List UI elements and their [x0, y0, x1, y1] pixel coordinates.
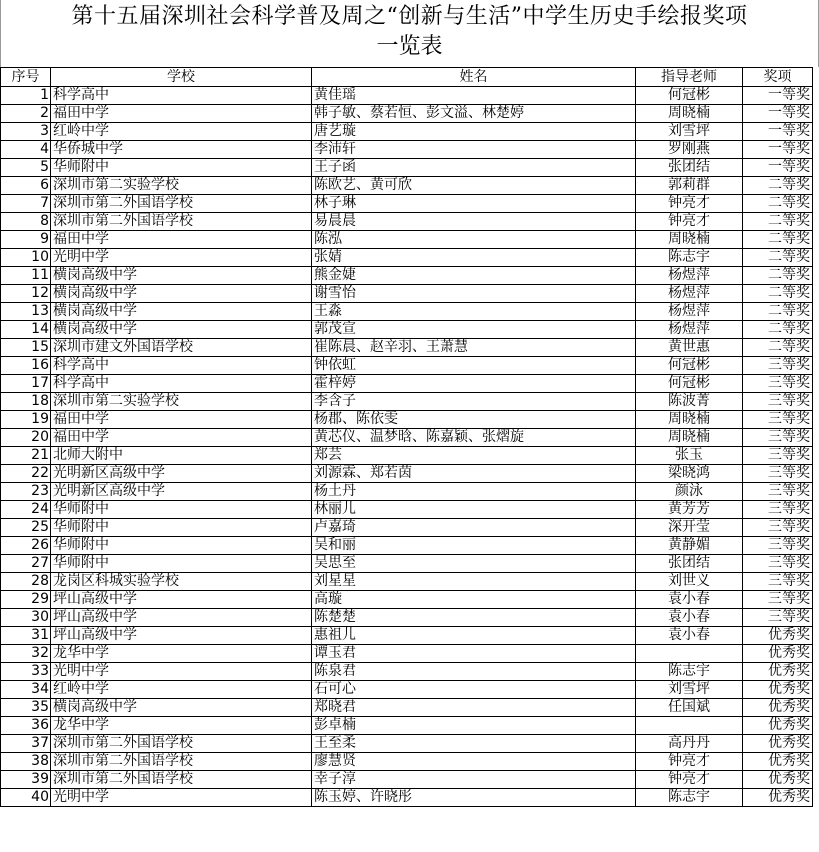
cell-number: 29: [1, 591, 51, 609]
cell-name: 高璇: [312, 591, 636, 609]
cell-name: 林丽儿: [312, 501, 636, 519]
cell-number: 13: [1, 303, 51, 321]
table-row: [1, 519, 813, 537]
cell-teacher: 周晓楠: [636, 105, 743, 123]
cell-name: 吴思至: [312, 555, 636, 573]
cell-award: 二等奖: [743, 285, 813, 303]
cell-school: 福田中学: [51, 231, 312, 249]
cell-award: 三等奖: [743, 357, 813, 375]
page-title-line-1: 第十五届深圳社会科学普及周之“创新与生活”中学生历史手绘报奖项: [71, 4, 748, 29]
table-row: [1, 609, 813, 627]
cell-number: 24: [1, 501, 51, 519]
cell-name: 卢嘉琦: [312, 519, 636, 537]
cell-number: 5: [1, 159, 51, 177]
cell-school: 科学高中: [51, 87, 312, 105]
cell-award: 二等奖: [743, 177, 813, 195]
cell-award: 二等奖: [743, 231, 813, 249]
header-name: 姓名: [312, 68, 636, 87]
cell-number: 12: [1, 285, 51, 303]
cell-school: 深圳市第二外国语学校: [51, 735, 312, 753]
cell-name: 郑晓君: [312, 699, 636, 717]
cell-award: 三等奖: [743, 465, 813, 483]
cell-teacher: 罗刚燕: [636, 141, 743, 159]
cell-teacher: 任国斌: [636, 699, 743, 717]
cell-school: 横岗高级中学: [51, 267, 312, 285]
cell-name: 吴和丽: [312, 537, 636, 555]
cell-number: 39: [1, 771, 51, 789]
table-row: [1, 393, 813, 411]
table-row: [1, 789, 813, 807]
cell-award: 二等奖: [743, 213, 813, 231]
cell-award: 一等奖: [743, 105, 813, 123]
cell-teacher: 杨煜萍: [636, 303, 743, 321]
title-block: [0, 0, 819, 67]
cell-teacher: 陈志宇: [636, 789, 743, 807]
cell-award: 优秀奖: [743, 753, 813, 771]
cell-school: 红岭中学: [51, 123, 312, 141]
cell-school: 光明中学: [51, 249, 312, 267]
cell-number: 10: [1, 249, 51, 267]
cell-name: 王至柔: [312, 735, 636, 753]
cell-award: 二等奖: [743, 195, 813, 213]
cell-number: 17: [1, 375, 51, 393]
cell-name: 李含子: [312, 393, 636, 411]
cell-school: 深圳市建文外国语学校: [51, 339, 312, 357]
cell-teacher: 黄芳芳: [636, 501, 743, 519]
cell-name: 王子函: [312, 159, 636, 177]
header-teacher: 指导老师: [636, 68, 743, 87]
cell-award: 一等奖: [743, 87, 813, 105]
cell-number: 7: [1, 195, 51, 213]
cell-award: 三等奖: [743, 555, 813, 573]
cell-teacher: 杨煜萍: [636, 267, 743, 285]
cell-school: 科学高中: [51, 375, 312, 393]
cell-award: 三等奖: [743, 429, 813, 447]
table-row: [1, 537, 813, 555]
cell-name: 韩子敏、蔡若恒、彭文溢、林楚婷: [312, 105, 636, 123]
table-row: [1, 465, 813, 483]
cell-award: 优秀奖: [743, 699, 813, 717]
cell-teacher: 颜泳: [636, 483, 743, 501]
cell-school: 华师附中: [51, 537, 312, 555]
table-row: [1, 285, 813, 303]
table-row: [1, 177, 813, 195]
table-row: [1, 213, 813, 231]
awards-table: [0, 67, 813, 807]
table-row: [1, 339, 813, 357]
table-row: [1, 267, 813, 285]
cell-school: 华侨城中学: [51, 141, 312, 159]
cell-school: 横岗高级中学: [51, 321, 312, 339]
cell-teacher: 袁小春: [636, 591, 743, 609]
cell-teacher: 周晓楠: [636, 231, 743, 249]
table-row: [1, 411, 813, 429]
cell-school: 深圳市第二实验学校: [51, 393, 312, 411]
cell-teacher: 黄世惠: [636, 339, 743, 357]
cell-award: 三等奖: [743, 501, 813, 519]
cell-school: 华师附中: [51, 555, 312, 573]
cell-award: 二等奖: [743, 303, 813, 321]
cell-award: 优秀奖: [743, 789, 813, 807]
table-row: [1, 555, 813, 573]
cell-award: 三等奖: [743, 483, 813, 501]
cell-award: 优秀奖: [743, 735, 813, 753]
cell-name: 李沛轩: [312, 141, 636, 159]
cell-number: 18: [1, 393, 51, 411]
table-row: [1, 753, 813, 771]
cell-school: 华师附中: [51, 159, 312, 177]
table-row: [1, 627, 813, 645]
cell-school: 光明新区高级中学: [51, 465, 312, 483]
cell-award: 优秀奖: [743, 717, 813, 735]
table-row: [1, 375, 813, 393]
cell-teacher: 钟亮才: [636, 753, 743, 771]
cell-award: 优秀奖: [743, 645, 813, 663]
cell-name: 黄佳瑶: [312, 87, 636, 105]
cell-school: 龙华中学: [51, 645, 312, 663]
cell-teacher: [636, 717, 743, 735]
cell-name: 杨土丹: [312, 483, 636, 501]
table-row: [1, 591, 813, 609]
cell-name: 霍梓婷: [312, 375, 636, 393]
cell-name: 陈玉婷、许晓彤: [312, 789, 636, 807]
cell-name: 陈楚楚: [312, 609, 636, 627]
cell-award: 二等奖: [743, 321, 813, 339]
cell-school: 华师附中: [51, 519, 312, 537]
cell-teacher: 何冠彬: [636, 87, 743, 105]
cell-name: 刘星星: [312, 573, 636, 591]
cell-name: 易晨晨: [312, 213, 636, 231]
cell-teacher: 张团结: [636, 159, 743, 177]
cell-teacher: 黄静媚: [636, 537, 743, 555]
cell-teacher: 袁小春: [636, 627, 743, 645]
header-school: 学校: [51, 68, 312, 87]
cell-school: 坪山高级中学: [51, 609, 312, 627]
cell-award: 三等奖: [743, 411, 813, 429]
cell-number: 34: [1, 681, 51, 699]
cell-number: 28: [1, 573, 51, 591]
cell-number: 40: [1, 789, 51, 807]
cell-number: 16: [1, 357, 51, 375]
table-row: [1, 483, 813, 501]
cell-number: 19: [1, 411, 51, 429]
cell-name: 谢雪怡: [312, 285, 636, 303]
cell-number: 11: [1, 267, 51, 285]
table-row: [1, 321, 813, 339]
table-row: [1, 303, 813, 321]
cell-teacher: 周晓楠: [636, 411, 743, 429]
cell-award: 三等奖: [743, 393, 813, 411]
cell-name: 钟依虹: [312, 357, 636, 375]
cell-name: 黄芯仪、温梦晗、陈嘉颖、张熠旋: [312, 429, 636, 447]
table-header-row: [1, 68, 813, 87]
cell-name: 张婧: [312, 249, 636, 267]
cell-award: 三等奖: [743, 519, 813, 537]
cell-name: 王淼: [312, 303, 636, 321]
cell-number: 32: [1, 645, 51, 663]
cell-number: 26: [1, 537, 51, 555]
table-row: [1, 429, 813, 447]
cell-award: 三等奖: [743, 375, 813, 393]
cell-number: 2: [1, 105, 51, 123]
cell-award: 三等奖: [743, 591, 813, 609]
cell-school: 福田中学: [51, 411, 312, 429]
cell-teacher: 张团结: [636, 555, 743, 573]
cell-teacher: 钟亮才: [636, 771, 743, 789]
table-row: [1, 501, 813, 519]
cell-award: 一等奖: [743, 141, 813, 159]
cell-teacher: 深开莹: [636, 519, 743, 537]
table-row: [1, 699, 813, 717]
cell-name: 唐艺璇: [312, 123, 636, 141]
cell-name: 郑芸: [312, 447, 636, 465]
cell-award: 一等奖: [743, 159, 813, 177]
cell-award: 优秀奖: [743, 681, 813, 699]
cell-number: 25: [1, 519, 51, 537]
cell-award: 一等奖: [743, 123, 813, 141]
table-body: [1, 87, 813, 807]
cell-name: 崔陈晨、赵辛羽、王萧慧: [312, 339, 636, 357]
cell-school: 横岗高级中学: [51, 699, 312, 717]
cell-number: 1: [1, 87, 51, 105]
cell-award: 二等奖: [743, 249, 813, 267]
cell-teacher: 陈志宇: [636, 663, 743, 681]
cell-name: 郭茂宣: [312, 321, 636, 339]
cell-teacher: 杨煜萍: [636, 321, 743, 339]
cell-number: 31: [1, 627, 51, 645]
cell-number: 4: [1, 141, 51, 159]
cell-number: 30: [1, 609, 51, 627]
cell-number: 33: [1, 663, 51, 681]
cell-award: 三等奖: [743, 609, 813, 627]
table-row: [1, 357, 813, 375]
cell-number: 22: [1, 465, 51, 483]
cell-number: 8: [1, 213, 51, 231]
table-row: [1, 105, 813, 123]
cell-school: 深圳市第二外国语学校: [51, 753, 312, 771]
cell-teacher: 钟亮才: [636, 213, 743, 231]
cell-school: 北师大附中: [51, 447, 312, 465]
header-award: 奖项: [743, 68, 813, 87]
header-number: 序号: [1, 68, 51, 87]
cell-name: 惠祖儿: [312, 627, 636, 645]
cell-award: 三等奖: [743, 573, 813, 591]
cell-school: 深圳市第二外国语学校: [51, 195, 312, 213]
table-row: [1, 663, 813, 681]
cell-teacher: 周晓楠: [636, 429, 743, 447]
cell-teacher: 何冠彬: [636, 375, 743, 393]
cell-school: 光明新区高级中学: [51, 483, 312, 501]
cell-teacher: 何冠彬: [636, 357, 743, 375]
cell-teacher: 杨煜萍: [636, 285, 743, 303]
cell-name: 陈欧艺、黄可欣: [312, 177, 636, 195]
cell-school: 坪山高级中学: [51, 591, 312, 609]
cell-teacher: [636, 645, 743, 663]
cell-name: 陈泉君: [312, 663, 636, 681]
cell-school: 福田中学: [51, 105, 312, 123]
table-row: [1, 645, 813, 663]
cell-number: 36: [1, 717, 51, 735]
cell-number: 15: [1, 339, 51, 357]
cell-award: 优秀奖: [743, 663, 813, 681]
table-row: [1, 735, 813, 753]
cell-school: 龙岗区科城实验学校: [51, 573, 312, 591]
cell-school: 深圳市第二实验学校: [51, 177, 312, 195]
cell-award: 三等奖: [743, 447, 813, 465]
cell-award: 优秀奖: [743, 771, 813, 789]
cell-name: 熊金婕: [312, 267, 636, 285]
cell-number: 35: [1, 699, 51, 717]
cell-teacher: 刘世义: [636, 573, 743, 591]
cell-teacher: 刘雪坪: [636, 123, 743, 141]
cell-number: 14: [1, 321, 51, 339]
table-row: [1, 717, 813, 735]
cell-school: 深圳市第二外国语学校: [51, 213, 312, 231]
cell-teacher: 陈志宇: [636, 249, 743, 267]
cell-number: 23: [1, 483, 51, 501]
cell-award: 优秀奖: [743, 627, 813, 645]
cell-school: 深圳市第二外国语学校: [51, 771, 312, 789]
table-row: [1, 231, 813, 249]
cell-award: 二等奖: [743, 267, 813, 285]
table-row: [1, 771, 813, 789]
cell-teacher: 郭莉群: [636, 177, 743, 195]
table-row: [1, 141, 813, 159]
cell-school: 横岗高级中学: [51, 285, 312, 303]
table-row: [1, 447, 813, 465]
cell-number: 9: [1, 231, 51, 249]
cell-school: 光明中学: [51, 663, 312, 681]
cell-teacher: 钟亮才: [636, 195, 743, 213]
cell-number: 38: [1, 753, 51, 771]
cell-school: 红岭中学: [51, 681, 312, 699]
table-row: [1, 159, 813, 177]
cell-teacher: 刘雪坪: [636, 681, 743, 699]
cell-name: 陈泓: [312, 231, 636, 249]
cell-number: 6: [1, 177, 51, 195]
cell-name: 刘源霖、郑若茵: [312, 465, 636, 483]
cell-name: 谭玉君: [312, 645, 636, 663]
cell-school: 福田中学: [51, 429, 312, 447]
cell-teacher: 陈波菁: [636, 393, 743, 411]
table-row: [1, 681, 813, 699]
cell-number: 37: [1, 735, 51, 753]
cell-number: 27: [1, 555, 51, 573]
cell-school: 坪山高级中学: [51, 627, 312, 645]
table-row: [1, 249, 813, 267]
cell-name: 杨郡、陈依雯: [312, 411, 636, 429]
cell-school: 光明中学: [51, 789, 312, 807]
cell-school: 龙华中学: [51, 717, 312, 735]
cell-school: 科学高中: [51, 357, 312, 375]
cell-number: 20: [1, 429, 51, 447]
table-row: [1, 195, 813, 213]
cell-name: 幸子淳: [312, 771, 636, 789]
cell-school: 横岗高级中学: [51, 303, 312, 321]
page-title-line-2: 一览表: [376, 34, 443, 59]
cell-school: 华师附中: [51, 501, 312, 519]
table-row: [1, 87, 813, 105]
cell-award: 二等奖: [743, 339, 813, 357]
cell-teacher: 高丹丹: [636, 735, 743, 753]
table-row: [1, 123, 813, 141]
cell-teacher: 袁小春: [636, 609, 743, 627]
cell-name: 彭卓楠: [312, 717, 636, 735]
cell-number: 21: [1, 447, 51, 465]
cell-name: 林子琳: [312, 195, 636, 213]
cell-teacher: 张玉: [636, 447, 743, 465]
cell-name: 廖慧贤: [312, 753, 636, 771]
cell-award: 三等奖: [743, 537, 813, 555]
cell-name: 石可心: [312, 681, 636, 699]
cell-number: 3: [1, 123, 51, 141]
table-row: [1, 573, 813, 591]
cell-teacher: 梁晓鸿: [636, 465, 743, 483]
